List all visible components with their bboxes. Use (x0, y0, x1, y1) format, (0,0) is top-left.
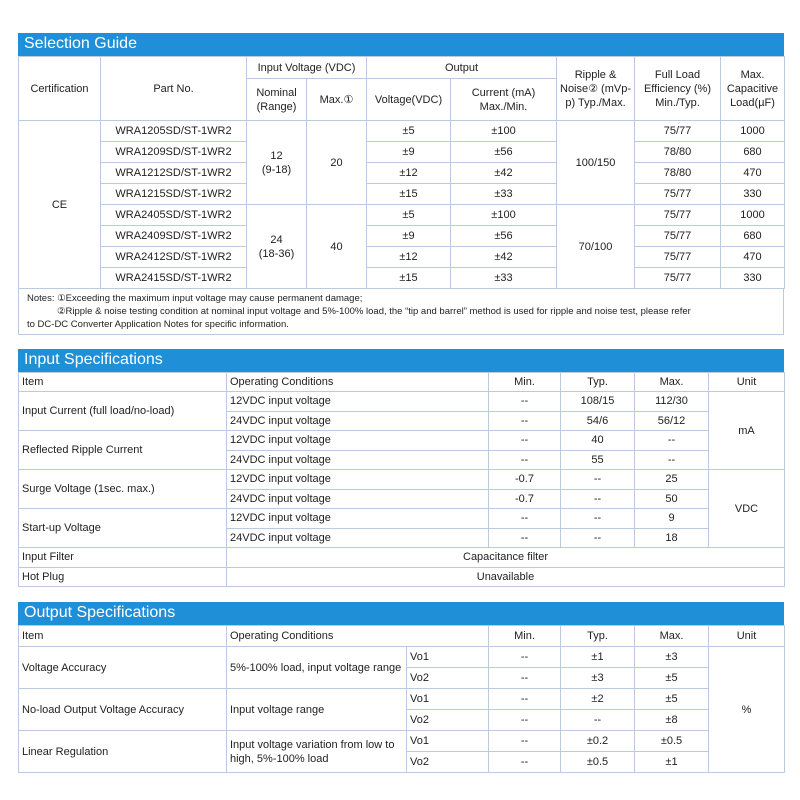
max-value: ±1 (635, 752, 709, 773)
part-no: WRA2415SD/ST-1WR2 (101, 268, 247, 289)
table-row (19, 548, 785, 568)
output-current: ±42 (451, 247, 557, 268)
table-row (19, 142, 785, 163)
selection-guide-section (18, 33, 784, 335)
max-value: 25 (635, 470, 709, 490)
item-label: Input Current (full load/no-load) (19, 392, 227, 431)
condition: 24VDC input voltage (227, 489, 489, 509)
typ-value: -- (561, 489, 635, 509)
output-channel: Vo2 (407, 668, 489, 689)
capacitive-value: 330 (721, 268, 785, 289)
max-value: ±8 (635, 710, 709, 731)
condition: 12VDC input voltage (227, 470, 489, 490)
table-row (19, 567, 785, 587)
item-label: Voltage Accuracy (19, 647, 227, 689)
min-value: -- (489, 689, 561, 710)
max-value: -- (635, 431, 709, 451)
header-certification: Certification (19, 57, 101, 121)
item-label: No-load Output Voltage Accuracy (19, 689, 227, 731)
table-row (19, 268, 785, 289)
condition: Input voltage variation from low to high, 5%-100% load (227, 731, 407, 773)
output-voltage: ±5 (367, 121, 451, 142)
efficiency-value: 75/77 (635, 205, 721, 226)
typ-value: 55 (561, 450, 635, 470)
header-output: Output (367, 57, 557, 79)
table-row (19, 392, 785, 412)
part-no: WRA1215SD/ST-1WR2 (101, 184, 247, 205)
ripple-value: 100/150 (557, 121, 635, 205)
output-current: ±33 (451, 268, 557, 289)
min-value: -- (489, 647, 561, 668)
min-value: -- (489, 392, 561, 412)
typ-value: -- (561, 710, 635, 731)
header-unit: Unit (709, 626, 785, 647)
table-row (19, 470, 785, 490)
capacitive-value: 470 (721, 163, 785, 184)
header-unit: Unit (709, 373, 785, 392)
header-item: Item (19, 626, 227, 647)
header-part-no: Part No. (101, 57, 247, 121)
condition: 5%-100% load, input voltage range (227, 647, 407, 689)
header-item: Item (19, 373, 227, 392)
typ-value: -- (561, 470, 635, 490)
header-min: Min. (489, 626, 561, 647)
min-value: -- (489, 668, 561, 689)
max-value: 112/30 (635, 392, 709, 412)
max-value: ±5 (635, 668, 709, 689)
condition: 24VDC input voltage (227, 411, 489, 431)
note-line: to DC-DC Converter Application Notes for specific information. (27, 319, 289, 330)
output-channel: Vo1 (407, 647, 489, 668)
part-no: WRA2412SD/ST-1WR2 (101, 247, 247, 268)
selection-guide-table (18, 56, 785, 289)
efficiency-value: 75/77 (635, 226, 721, 247)
part-no: WRA1212SD/ST-1WR2 (101, 163, 247, 184)
output-current: ±42 (451, 163, 557, 184)
min-value: -- (489, 431, 561, 451)
min-value: -- (489, 450, 561, 470)
efficiency-value: 75/77 (635, 184, 721, 205)
note-line: ②Ripple & noise testing condition at nominal input voltage and 5%-100% load, the “tip and barrel” method is used for ripple and noise test, please refer (57, 306, 691, 317)
capacitive-value: 330 (721, 184, 785, 205)
typ-value: ±3 (561, 668, 635, 689)
part-no: WRA2405SD/ST-1WR2 (101, 205, 247, 226)
input-specifications-title: Input Specifications (18, 349, 784, 372)
condition: 24VDC input voltage (227, 528, 489, 548)
efficiency-value: 75/77 (635, 268, 721, 289)
min-value: -- (489, 509, 561, 529)
max-value: ±3 (635, 647, 709, 668)
input-filter-value: Capacitance filter (227, 548, 785, 568)
output-channel: Vo1 (407, 731, 489, 752)
table-row (19, 121, 785, 142)
output-specifications-section (18, 602, 784, 773)
max-voltage: 40 (307, 205, 367, 289)
table-row (19, 226, 785, 247)
table-row (19, 731, 785, 752)
max-value: ±5 (635, 689, 709, 710)
output-voltage: ±12 (367, 247, 451, 268)
table-row (19, 647, 785, 668)
header-max: Max. (635, 373, 709, 392)
nominal-range: 12 (9-18) (247, 121, 307, 205)
header-nominal: Nominal (Range) (247, 79, 307, 121)
output-channel: Vo2 (407, 710, 489, 731)
input-specifications-table (18, 372, 785, 587)
typ-value: ±0.2 (561, 731, 635, 752)
min-value: -0.7 (489, 470, 561, 490)
efficiency-value: 75/77 (635, 247, 721, 268)
table-row (19, 689, 785, 710)
item-label: Hot Plug (19, 567, 227, 587)
part-no: WRA1205SD/ST-1WR2 (101, 121, 247, 142)
condition: 12VDC input voltage (227, 431, 489, 451)
capacitive-value: 680 (721, 142, 785, 163)
typ-value: -- (561, 528, 635, 548)
header-efficiency: Full Load Efficiency (%) Min./Typ. (635, 57, 721, 121)
header-typ: Typ. (561, 626, 635, 647)
output-current: ±100 (451, 121, 557, 142)
hot-plug-value: Unavailable (227, 567, 785, 587)
typ-value: 40 (561, 431, 635, 451)
table-row (19, 184, 785, 205)
table-row (19, 509, 785, 529)
header-typ: Typ. (561, 373, 635, 392)
header-voltage: Voltage(VDC) (367, 79, 451, 121)
max-voltage: 20 (307, 121, 367, 205)
efficiency-value: 78/80 (635, 163, 721, 184)
unit-value: VDC (709, 470, 785, 548)
max-value: 56/12 (635, 411, 709, 431)
condition: 12VDC input voltage (227, 392, 489, 412)
output-voltage: ±12 (367, 163, 451, 184)
header-min: Min. (489, 373, 561, 392)
capacitive-value: 680 (721, 226, 785, 247)
typ-value: ±1 (561, 647, 635, 668)
condition: 24VDC input voltage (227, 450, 489, 470)
typ-value: 54/6 (561, 411, 635, 431)
table-row (19, 205, 785, 226)
efficiency-value: 78/80 (635, 142, 721, 163)
typ-value: 108/15 (561, 392, 635, 412)
ripple-value: 70/100 (557, 205, 635, 289)
min-value: -0.7 (489, 489, 561, 509)
output-voltage: ±15 (367, 268, 451, 289)
min-value: -- (489, 528, 561, 548)
input-specifications-section (18, 349, 784, 587)
output-voltage: ±5 (367, 205, 451, 226)
min-value: -- (489, 411, 561, 431)
output-channel: Vo1 (407, 689, 489, 710)
item-label: Input Filter (19, 548, 227, 568)
output-voltage: ±15 (367, 184, 451, 205)
table-row (19, 163, 785, 184)
header-input-voltage: Input Voltage (VDC) (247, 57, 367, 79)
certification-value: CE (19, 121, 101, 289)
condition: Input voltage range (227, 689, 407, 731)
output-current: ±33 (451, 184, 557, 205)
max-value: 18 (635, 528, 709, 548)
item-label: Start-up Voltage (19, 509, 227, 548)
output-voltage: ±9 (367, 226, 451, 247)
typ-value: ±2 (561, 689, 635, 710)
item-label: Linear Regulation (19, 731, 227, 773)
selection-notes (18, 289, 784, 335)
min-value: -- (489, 752, 561, 773)
output-channel: Vo2 (407, 752, 489, 773)
condition: 12VDC input voltage (227, 509, 489, 529)
header-conditions: Operating Conditions (227, 373, 489, 392)
output-current: ±100 (451, 205, 557, 226)
capacitive-value: 1000 (721, 121, 785, 142)
output-current: ±56 (451, 226, 557, 247)
max-value: 50 (635, 489, 709, 509)
output-current: ±56 (451, 142, 557, 163)
min-value: -- (489, 731, 561, 752)
max-value: ±0.5 (635, 731, 709, 752)
efficiency-value: 75/77 (635, 121, 721, 142)
table-row (19, 247, 785, 268)
max-value: 9 (635, 509, 709, 529)
item-label: Surge Voltage (1sec. max.) (19, 470, 227, 509)
nominal-range: 24 (18-36) (247, 205, 307, 289)
part-no: WRA2409SD/ST-1WR2 (101, 226, 247, 247)
output-specifications-title: Output Specifications (18, 602, 784, 625)
item-label: Reflected Ripple Current (19, 431, 227, 470)
header-max: Max.① (307, 79, 367, 121)
capacitive-value: 470 (721, 247, 785, 268)
typ-value: -- (561, 509, 635, 529)
table-row (19, 431, 785, 451)
part-no: WRA1209SD/ST-1WR2 (101, 142, 247, 163)
capacitive-value: 1000 (721, 205, 785, 226)
note-line: Notes: ①Exceeding the maximum input voltage may cause permanent damage; (27, 293, 363, 304)
header-max: Max. (635, 626, 709, 647)
unit-value: mA (709, 392, 785, 470)
min-value: -- (489, 710, 561, 731)
output-specifications-table (18, 625, 785, 773)
header-current: Current (mA) Max./Min. (451, 79, 557, 121)
header-conditions: Operating Conditions (227, 626, 489, 647)
header-capacitive: Max. Capacitive Load(µF) (721, 57, 785, 121)
header-ripple: Ripple & Noise② (mVp-p) Typ./Max. (557, 57, 635, 121)
output-voltage: ±9 (367, 142, 451, 163)
selection-guide-title: Selection Guide (18, 33, 784, 56)
typ-value: ±0.5 (561, 752, 635, 773)
unit-value: % (709, 647, 785, 773)
max-value: -- (635, 450, 709, 470)
